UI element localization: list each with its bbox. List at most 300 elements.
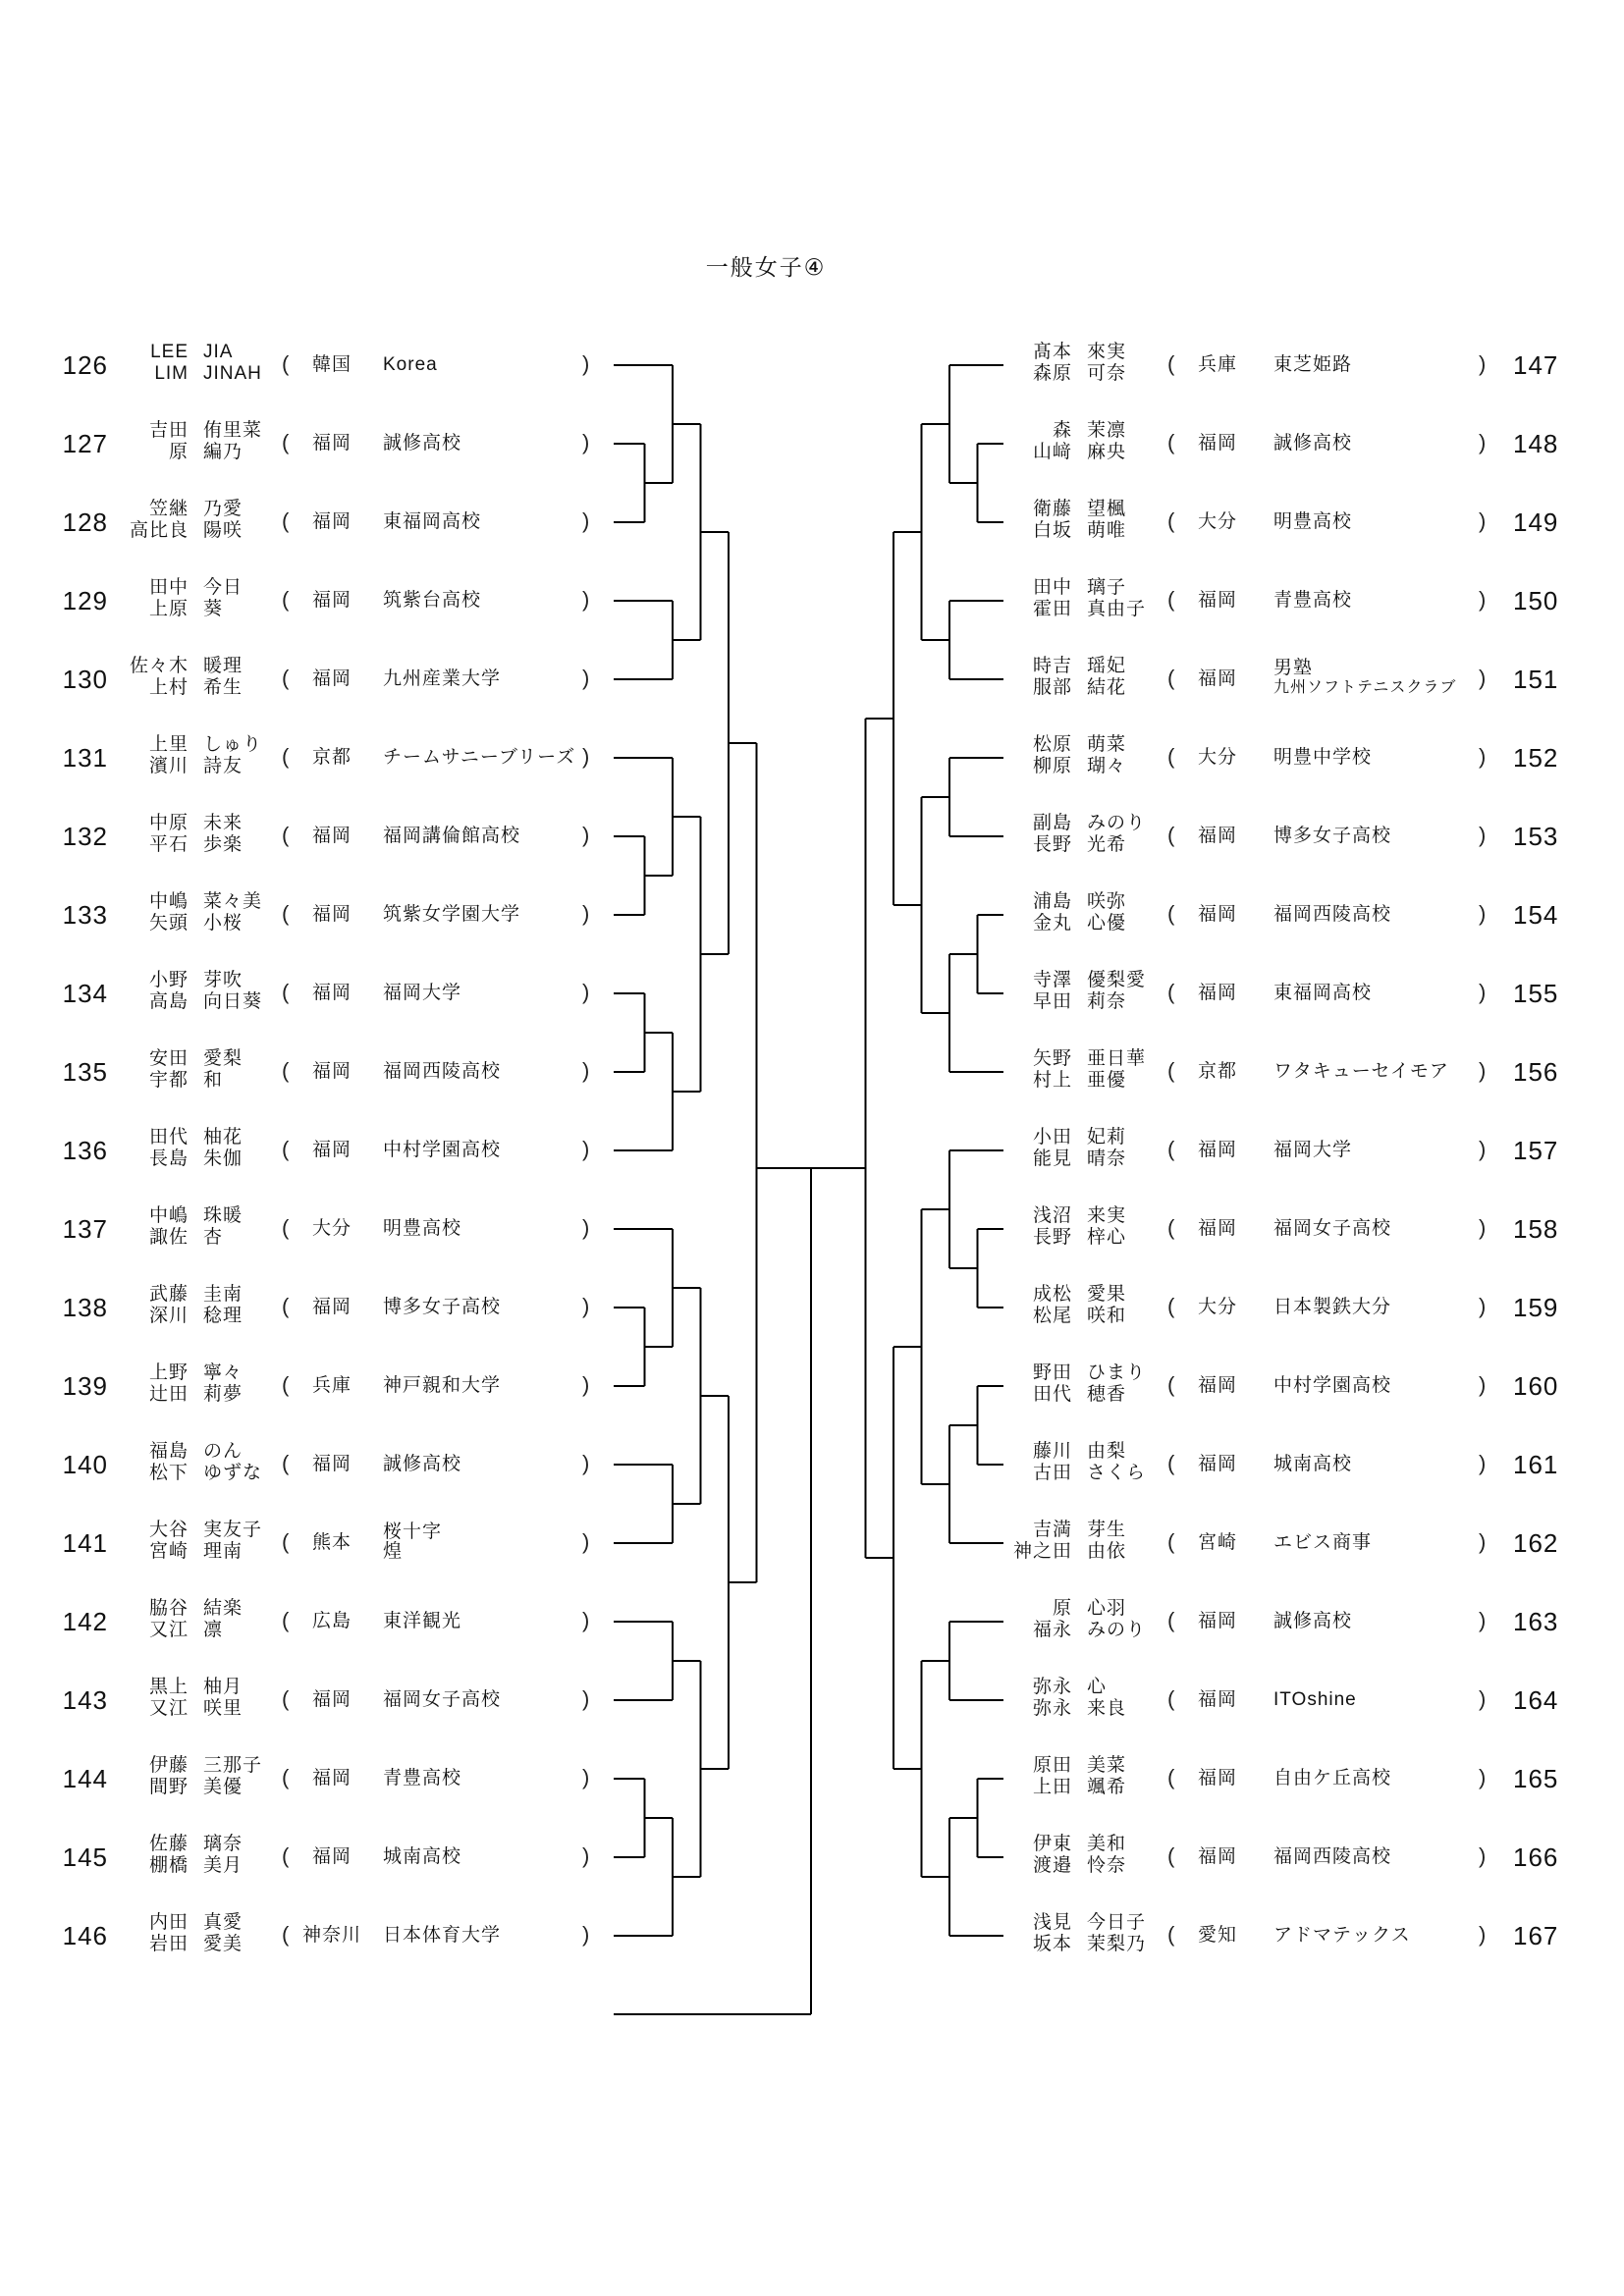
paren-close: ) bbox=[1479, 1529, 1487, 1554]
entry-number: 144 bbox=[62, 1764, 108, 1793]
paren-close: ) bbox=[1479, 901, 1487, 926]
entry-players bbox=[1009, 970, 1146, 1013]
player-given-name: 柚花 bbox=[203, 1127, 244, 1148]
team-name-line: 桜十字 bbox=[383, 1522, 443, 1542]
paren-close: ) bbox=[1479, 1215, 1487, 1240]
player-surname: 間野 bbox=[148, 1777, 189, 1797]
entry-players bbox=[113, 499, 243, 542]
player-surname: 田中 bbox=[148, 577, 189, 598]
team-name-line: 誠修高校 bbox=[383, 433, 462, 454]
entry-players bbox=[1009, 577, 1146, 620]
player-surname: 棚橋 bbox=[148, 1855, 189, 1876]
paren-close: ) bbox=[1479, 980, 1487, 1004]
paren-open: ( bbox=[282, 1215, 290, 1240]
entry-number: 163 bbox=[1513, 1607, 1559, 1636]
team-name bbox=[383, 1061, 501, 1082]
player-name bbox=[113, 1205, 243, 1227]
player-given-name: 柚月 bbox=[203, 1677, 244, 1697]
team-name-line: 東洋観光 bbox=[383, 1611, 462, 1631]
player-name bbox=[113, 342, 262, 363]
player-name bbox=[113, 734, 262, 756]
paren-close: ) bbox=[1479, 1686, 1487, 1711]
player-surname: 又江 bbox=[148, 1698, 189, 1719]
paren-close: ) bbox=[582, 1765, 590, 1789]
entry-number: 149 bbox=[1513, 507, 1559, 537]
prefecture-label: 福岡 bbox=[311, 904, 352, 925]
entry-number: 158 bbox=[1513, 1214, 1559, 1244]
entry-number: 166 bbox=[1513, 1842, 1559, 1872]
prefecture-label: 福岡 bbox=[1197, 1140, 1237, 1160]
player-surname: 能見 bbox=[1032, 1148, 1072, 1169]
player-given-name: 未来 bbox=[203, 813, 244, 833]
prefecture-label: 韓国 bbox=[311, 354, 352, 375]
team-name-line: 九州産業大学 bbox=[383, 668, 502, 689]
team-name bbox=[383, 1297, 501, 1317]
team-name bbox=[1273, 1925, 1411, 1946]
player-surname: 原 bbox=[1052, 1598, 1072, 1619]
paren-open: ( bbox=[282, 1529, 290, 1554]
player-surname: 寺澤 bbox=[1032, 970, 1072, 990]
paren-close: ) bbox=[1479, 1922, 1487, 1947]
player-given-name: 真愛 bbox=[203, 1912, 244, 1933]
player-given-name: 侑里菜 bbox=[203, 420, 263, 441]
player-name bbox=[1009, 1520, 1126, 1541]
paren-close: ) bbox=[582, 430, 590, 454]
player-given-name: 葵 bbox=[203, 599, 224, 619]
player-given-name: ゆずな bbox=[203, 1463, 263, 1483]
entry-players bbox=[113, 970, 262, 1013]
entry-number: 154 bbox=[1513, 900, 1559, 930]
entry-number: 161 bbox=[1513, 1450, 1559, 1479]
paren-close: ) bbox=[1479, 508, 1487, 533]
team-name-line: 中村学園高校 bbox=[383, 1140, 502, 1160]
entry-number: 146 bbox=[62, 1921, 108, 1950]
player-name bbox=[1009, 363, 1126, 385]
entry-number: 162 bbox=[1513, 1528, 1559, 1558]
player-name bbox=[1009, 1048, 1146, 1070]
team-name-line: アドマテックス bbox=[1273, 1925, 1411, 1946]
team-name-line: 城南高校 bbox=[383, 1846, 462, 1867]
entry-number: 153 bbox=[1513, 822, 1559, 851]
player-name bbox=[1009, 1384, 1146, 1406]
entry-players bbox=[113, 813, 243, 856]
player-surname: LEE bbox=[150, 342, 189, 362]
player-given-name: 小桜 bbox=[203, 913, 244, 934]
player-surname: 伊藤 bbox=[148, 1755, 189, 1776]
player-surname: 伊東 bbox=[1032, 1834, 1072, 1854]
player-given-name: 愛梨 bbox=[203, 1048, 244, 1069]
prefecture-label: 福岡 bbox=[311, 590, 352, 611]
entry-players bbox=[1009, 1362, 1146, 1406]
entry-players bbox=[113, 1834, 243, 1877]
entry-number: 140 bbox=[62, 1450, 108, 1479]
player-name bbox=[113, 813, 243, 834]
player-surname: 長野 bbox=[1032, 1227, 1072, 1248]
paren-open: ( bbox=[1167, 1922, 1175, 1947]
team-name-line: 日本体育大学 bbox=[383, 1925, 502, 1946]
player-name bbox=[1009, 1227, 1126, 1249]
player-given-name: みのり bbox=[1087, 1620, 1147, 1640]
player-name bbox=[1009, 520, 1126, 542]
paren-close: ) bbox=[582, 1922, 590, 1947]
team-name-line: 神戸親和大学 bbox=[383, 1375, 502, 1396]
team-name bbox=[1273, 1689, 1357, 1710]
player-name bbox=[113, 420, 262, 442]
player-surname: 平石 bbox=[148, 834, 189, 855]
player-surname: 佐々木 bbox=[129, 656, 189, 676]
player-surname: 服部 bbox=[1032, 677, 1072, 698]
player-given-name: 美和 bbox=[1087, 1834, 1127, 1854]
player-given-name: 編乃 bbox=[203, 442, 244, 462]
player-name bbox=[1009, 656, 1126, 677]
player-given-name: 光希 bbox=[1087, 834, 1127, 855]
paren-close: ) bbox=[1479, 351, 1487, 376]
prefecture-label: 福岡 bbox=[311, 1140, 352, 1160]
entry-number: 129 bbox=[62, 586, 108, 615]
player-given-name: 萌菜 bbox=[1087, 734, 1127, 755]
player-name bbox=[1009, 342, 1126, 363]
entry-players bbox=[1009, 1284, 1126, 1327]
player-name bbox=[1009, 813, 1146, 834]
paren-open: ( bbox=[1167, 1294, 1175, 1318]
paren-open: ( bbox=[282, 823, 290, 847]
player-given-name: 梓心 bbox=[1087, 1227, 1127, 1248]
player-surname: 中嶋 bbox=[148, 891, 189, 912]
player-given-name: 穂香 bbox=[1087, 1384, 1127, 1405]
paren-close: ) bbox=[582, 1294, 590, 1318]
player-given-name: 茉梨乃 bbox=[1087, 1934, 1147, 1954]
entry-players bbox=[1009, 1520, 1126, 1563]
player-name bbox=[1009, 1284, 1126, 1306]
player-surname: 深川 bbox=[148, 1306, 189, 1326]
paren-close: ) bbox=[582, 1451, 590, 1475]
paren-close: ) bbox=[582, 508, 590, 533]
paren-open: ( bbox=[1167, 980, 1175, 1004]
player-surname: 浅沼 bbox=[1032, 1205, 1072, 1226]
paren-open: ( bbox=[1167, 1215, 1175, 1240]
paren-open: ( bbox=[282, 744, 290, 769]
entry-players bbox=[1009, 656, 1126, 699]
player-name bbox=[113, 834, 243, 856]
player-name bbox=[113, 1127, 243, 1148]
prefecture-label: 福岡 bbox=[1197, 983, 1237, 1003]
paren-close: ) bbox=[1479, 744, 1487, 769]
paren-close: ) bbox=[1479, 823, 1487, 847]
entry-players bbox=[1009, 813, 1146, 856]
paren-open: ( bbox=[1167, 1451, 1175, 1475]
team-name-line: ITOshine bbox=[1273, 1689, 1357, 1710]
player-surname: 森原 bbox=[1032, 363, 1072, 384]
player-name bbox=[113, 1384, 243, 1406]
player-name bbox=[1009, 913, 1126, 934]
player-surname: 田中 bbox=[1032, 577, 1072, 598]
paren-open: ( bbox=[282, 666, 290, 690]
team-name-line: エビス商事 bbox=[1273, 1532, 1373, 1553]
entry-players bbox=[113, 1127, 243, 1170]
entry-players bbox=[1009, 1834, 1126, 1877]
paren-open: ( bbox=[1167, 744, 1175, 769]
player-surname: 矢野 bbox=[1032, 1048, 1072, 1069]
player-name bbox=[113, 1284, 243, 1306]
prefecture-label: 京都 bbox=[311, 747, 352, 768]
paren-open: ( bbox=[282, 1294, 290, 1318]
paren-close: ) bbox=[1479, 430, 1487, 454]
player-name bbox=[113, 913, 262, 934]
player-surname: 上原 bbox=[148, 599, 189, 619]
player-surname: 宮崎 bbox=[148, 1541, 189, 1562]
team-name-line: チームサニーブリーズ bbox=[383, 747, 576, 768]
team-name-line: 明豊高校 bbox=[1273, 511, 1353, 532]
player-surname: 上里 bbox=[148, 734, 189, 755]
paren-open: ( bbox=[282, 901, 290, 926]
player-name bbox=[1009, 1306, 1126, 1327]
prefecture-label: 大分 bbox=[1197, 511, 1237, 532]
player-given-name: 愛果 bbox=[1087, 1284, 1127, 1305]
player-name bbox=[113, 1463, 262, 1484]
player-name bbox=[113, 577, 243, 599]
player-given-name: 由梨 bbox=[1087, 1441, 1127, 1462]
player-given-name: 陽咲 bbox=[203, 520, 244, 541]
team-name bbox=[383, 1522, 442, 1562]
player-surname: 神之田 bbox=[1012, 1541, 1072, 1562]
team-name bbox=[1273, 1454, 1352, 1474]
prefecture-label: 福岡 bbox=[311, 511, 352, 532]
player-name bbox=[1009, 834, 1146, 856]
player-given-name: 結楽 bbox=[203, 1598, 244, 1619]
player-name bbox=[113, 1227, 243, 1249]
player-given-name: 来実 bbox=[1087, 1205, 1127, 1226]
prefecture-label: 福岡 bbox=[311, 433, 352, 454]
player-name bbox=[113, 991, 262, 1013]
player-surname: 坂本 bbox=[1032, 1934, 1072, 1954]
player-name bbox=[113, 1541, 262, 1563]
entry-players bbox=[113, 656, 243, 699]
player-name bbox=[1009, 1934, 1146, 1955]
prefecture-label: 大分 bbox=[1197, 1297, 1237, 1317]
player-name bbox=[113, 1362, 243, 1384]
team-name bbox=[383, 983, 461, 1003]
paren-open: ( bbox=[1167, 1686, 1175, 1711]
player-given-name: 実友子 bbox=[203, 1520, 263, 1540]
player-name bbox=[113, 1520, 262, 1541]
team-name bbox=[383, 1218, 461, 1239]
prefecture-label: 福岡 bbox=[311, 668, 352, 689]
player-surname: 松尾 bbox=[1032, 1306, 1072, 1326]
entry-number: 145 bbox=[62, 1842, 108, 1872]
player-surname: 諏佐 bbox=[148, 1227, 189, 1248]
player-given-name: 颯希 bbox=[1087, 1777, 1127, 1797]
team-name bbox=[383, 511, 481, 532]
player-given-name: 今日 bbox=[203, 577, 244, 598]
entry-players bbox=[113, 891, 262, 934]
entry-number: 142 bbox=[62, 1607, 108, 1636]
paren-open: ( bbox=[1167, 901, 1175, 926]
team-name bbox=[383, 1140, 501, 1160]
team-name-line: 東福岡高校 bbox=[1273, 983, 1373, 1003]
player-given-name: 咲弥 bbox=[1087, 891, 1127, 912]
prefecture-label: 神奈川 bbox=[301, 1925, 361, 1946]
player-given-name: 菜々美 bbox=[203, 891, 263, 912]
prefecture-label: 福岡 bbox=[1197, 1218, 1237, 1239]
paren-close: ) bbox=[1479, 1372, 1487, 1397]
player-given-name: 理南 bbox=[203, 1541, 244, 1562]
player-given-name: 怜奈 bbox=[1087, 1855, 1127, 1876]
player-surname: 森 bbox=[1052, 420, 1072, 441]
player-given-name: 心 bbox=[1087, 1677, 1108, 1697]
player-surname: 村上 bbox=[1032, 1070, 1072, 1091]
player-name bbox=[113, 1070, 243, 1092]
team-name-line: 城南高校 bbox=[1273, 1454, 1353, 1474]
player-given-name: 杏 bbox=[203, 1227, 224, 1248]
prefecture-label: 福岡 bbox=[1197, 1768, 1237, 1789]
player-given-name: 心羽 bbox=[1087, 1598, 1127, 1619]
team-name-line: 筑紫台高校 bbox=[383, 590, 482, 611]
entry-players bbox=[1009, 420, 1126, 463]
team-name bbox=[1273, 826, 1391, 846]
prefecture-label: 福岡 bbox=[1197, 590, 1237, 611]
team-name-line: 福岡西陵高校 bbox=[1273, 904, 1392, 925]
team-name bbox=[383, 354, 438, 375]
player-name bbox=[113, 1620, 243, 1641]
paren-close: ) bbox=[1479, 1451, 1487, 1475]
team-name bbox=[383, 1925, 501, 1946]
player-given-name: 麻央 bbox=[1087, 442, 1127, 462]
paren-close: ) bbox=[1479, 587, 1487, 612]
team-name-line: 自由ケ丘高校 bbox=[1273, 1768, 1392, 1789]
player-surname: 上村 bbox=[148, 677, 189, 698]
paren-open: ( bbox=[282, 1372, 290, 1397]
prefecture-label: 福岡 bbox=[1197, 1375, 1237, 1396]
entry-number: 130 bbox=[62, 665, 108, 694]
player-surname: 柳原 bbox=[1032, 756, 1072, 776]
team-name bbox=[1273, 1611, 1352, 1631]
team-name-line: 福岡講倫館高校 bbox=[383, 826, 521, 846]
team-name bbox=[383, 747, 575, 768]
player-name bbox=[113, 1755, 262, 1777]
entry-number: 143 bbox=[62, 1685, 108, 1715]
player-surname: 渡邉 bbox=[1032, 1855, 1072, 1876]
player-surname: 黒上 bbox=[148, 1677, 189, 1697]
entry-number: 126 bbox=[62, 350, 108, 380]
entry-players bbox=[113, 420, 262, 463]
player-surname: 弥永 bbox=[1032, 1698, 1072, 1719]
entry-number: 147 bbox=[1513, 350, 1559, 380]
player-surname: 原 bbox=[168, 442, 189, 462]
player-name bbox=[1009, 1463, 1146, 1484]
player-name bbox=[113, 1677, 243, 1698]
paren-close: ) bbox=[582, 1215, 590, 1240]
player-name bbox=[113, 1306, 243, 1327]
team-name bbox=[1273, 904, 1391, 925]
player-given-name: 詩友 bbox=[203, 756, 244, 776]
paren-close: ) bbox=[582, 1137, 590, 1161]
entry-players bbox=[113, 577, 243, 620]
team-name bbox=[1273, 354, 1352, 375]
entry-number: 132 bbox=[62, 822, 108, 851]
player-name bbox=[1009, 1912, 1146, 1934]
entry-players bbox=[113, 1912, 243, 1955]
team-name-line: 福岡大学 bbox=[1273, 1140, 1353, 1160]
paren-close: ) bbox=[582, 1058, 590, 1083]
player-given-name: しゅり bbox=[203, 734, 263, 755]
paren-close: ) bbox=[582, 1529, 590, 1554]
team-name-line: 福岡女子高校 bbox=[383, 1689, 502, 1710]
entry-number: 136 bbox=[62, 1136, 108, 1165]
entry-number: 135 bbox=[62, 1057, 108, 1087]
entry-players bbox=[113, 1520, 262, 1563]
team-name bbox=[383, 1611, 461, 1631]
player-name bbox=[1009, 734, 1126, 756]
player-given-name: 美優 bbox=[203, 1777, 244, 1797]
player-surname: 長野 bbox=[1032, 834, 1072, 855]
player-surname: 衛藤 bbox=[1032, 499, 1072, 519]
player-name bbox=[113, 1912, 243, 1934]
player-name bbox=[113, 520, 243, 542]
player-given-name: 莉奈 bbox=[1087, 991, 1127, 1012]
player-surname: 早田 bbox=[1032, 991, 1072, 1012]
paren-open: ( bbox=[282, 1137, 290, 1161]
prefecture-label: 福岡 bbox=[1197, 1689, 1237, 1710]
player-given-name: 美菜 bbox=[1087, 1755, 1127, 1776]
player-given-name: みのり bbox=[1087, 813, 1147, 833]
entry-players bbox=[1009, 891, 1126, 934]
team-name-line: 東芝姫路 bbox=[1273, 354, 1353, 375]
entry-number: 141 bbox=[62, 1528, 108, 1558]
team-name-line: 博多女子高校 bbox=[1273, 826, 1392, 846]
player-surname: 中嶋 bbox=[148, 1205, 189, 1226]
player-surname: 安田 bbox=[148, 1048, 189, 1069]
paren-open: ( bbox=[1167, 1058, 1175, 1083]
player-surname: 福永 bbox=[1032, 1620, 1072, 1640]
player-given-name: 真由子 bbox=[1087, 599, 1147, 619]
team-name-line: 明豊高校 bbox=[383, 1218, 462, 1239]
team-name-line: 誠修高校 bbox=[1273, 1611, 1353, 1631]
prefecture-label: 福岡 bbox=[311, 826, 352, 846]
player-name bbox=[1009, 1777, 1126, 1798]
player-name bbox=[113, 1441, 262, 1463]
paren-close: ) bbox=[1479, 1294, 1487, 1318]
player-surname: 宇都 bbox=[148, 1070, 189, 1091]
prefecture-label: 熊本 bbox=[311, 1532, 352, 1553]
player-name bbox=[1009, 1362, 1146, 1384]
player-name bbox=[1009, 1598, 1146, 1620]
prefecture-label: 大分 bbox=[1197, 747, 1237, 768]
player-given-name: 可奈 bbox=[1087, 363, 1127, 384]
player-surname: 弥永 bbox=[1032, 1677, 1072, 1697]
player-name bbox=[113, 1934, 243, 1955]
player-surname: 又江 bbox=[148, 1620, 189, 1640]
player-given-name: 莉夢 bbox=[203, 1384, 244, 1405]
player-given-name: 今日子 bbox=[1087, 1912, 1147, 1933]
player-surname: 吉満 bbox=[1032, 1520, 1072, 1540]
paren-open: ( bbox=[282, 1922, 290, 1947]
prefecture-label: 福岡 bbox=[311, 1297, 352, 1317]
team-name-line: 福岡女子高校 bbox=[1273, 1218, 1392, 1239]
prefecture-label: 福岡 bbox=[1197, 433, 1237, 454]
prefecture-label: 福岡 bbox=[1197, 904, 1237, 925]
paren-close: ) bbox=[582, 1608, 590, 1632]
team-name-line: 明豊中学校 bbox=[1273, 747, 1373, 768]
player-surname: 内田 bbox=[148, 1912, 189, 1933]
player-name bbox=[113, 656, 243, 677]
player-given-name: 咲里 bbox=[203, 1698, 244, 1719]
player-given-name: 亜優 bbox=[1087, 1070, 1127, 1091]
player-given-name: 芽生 bbox=[1087, 1520, 1127, 1540]
player-surname: 浦島 bbox=[1032, 891, 1072, 912]
entry-players bbox=[1009, 499, 1126, 542]
team-name-line: 九州ソフトテニスクラブ bbox=[1273, 679, 1457, 696]
player-given-name: 亜日華 bbox=[1087, 1048, 1147, 1069]
